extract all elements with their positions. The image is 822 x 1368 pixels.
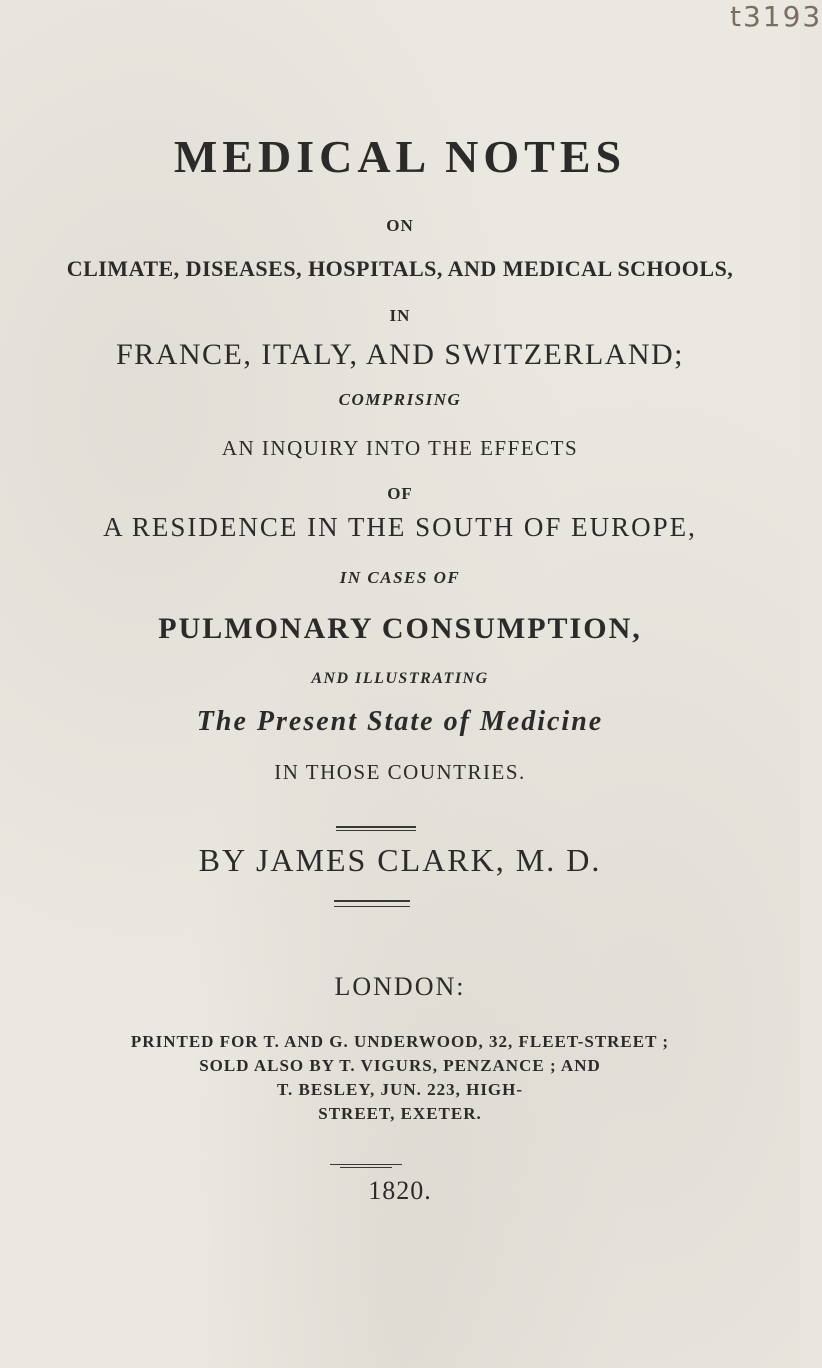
subject-line: CLIMATE, DISEASES, HOSPITALS, AND MEDICAL SCHOOLS, bbox=[66, 256, 734, 281]
connector-on: ON bbox=[386, 216, 414, 235]
imprint-line: STREET, EXETER. bbox=[318, 1104, 482, 1123]
ornamental-rule-upper bbox=[336, 826, 416, 828]
ornamental-rule-year bbox=[330, 1164, 402, 1165]
inquiry-line: AN INQUIRY INTO THE EFFECTS bbox=[221, 436, 579, 460]
shelfmark: t3193 bbox=[730, 0, 822, 33]
connector-in: IN bbox=[389, 306, 411, 325]
place-of-publication: LONDON: bbox=[334, 972, 466, 1001]
author-line: BY JAMES CLARK, M. D. bbox=[198, 842, 602, 878]
connector-and-illustrating: AND ILLUSTRATING bbox=[311, 670, 489, 687]
present-state-line: The Present State of Medicine bbox=[196, 706, 604, 737]
connector-in-cases: IN CASES OF bbox=[339, 568, 461, 587]
ornamental-rule-year-thin bbox=[340, 1167, 392, 1168]
ornamental-rule-upper-thin bbox=[336, 830, 416, 831]
book-title: MEDICAL NOTES bbox=[173, 131, 627, 182]
those-countries-line: IN THOSE COUNTRIES. bbox=[274, 760, 526, 784]
publication-year: 1820. bbox=[368, 1176, 432, 1205]
ornamental-rule-lower-thin bbox=[334, 906, 410, 907]
countries-line: FRANCE, ITALY, AND SWITZERLAND; bbox=[115, 338, 685, 371]
imprint-line: PRINTED FOR T. AND G. UNDERWOOD, 32, FLEET-STREET ; bbox=[130, 1032, 670, 1051]
connector-comprising: COMPRISING bbox=[338, 390, 462, 409]
residence-line: A RESIDENCE IN THE SOUTH OF EUROPE, bbox=[103, 512, 697, 542]
pulmonary-line: PULMONARY CONSUMPTION, bbox=[158, 612, 642, 645]
ornamental-rule-lower bbox=[334, 900, 410, 902]
imprint-line: SOLD ALSO BY T. VIGURS, PENZANCE ; AND bbox=[199, 1056, 601, 1075]
imprint-line: T. BESLEY, JUN. 223, HIGH- bbox=[276, 1080, 524, 1099]
connector-of: OF bbox=[387, 484, 413, 503]
